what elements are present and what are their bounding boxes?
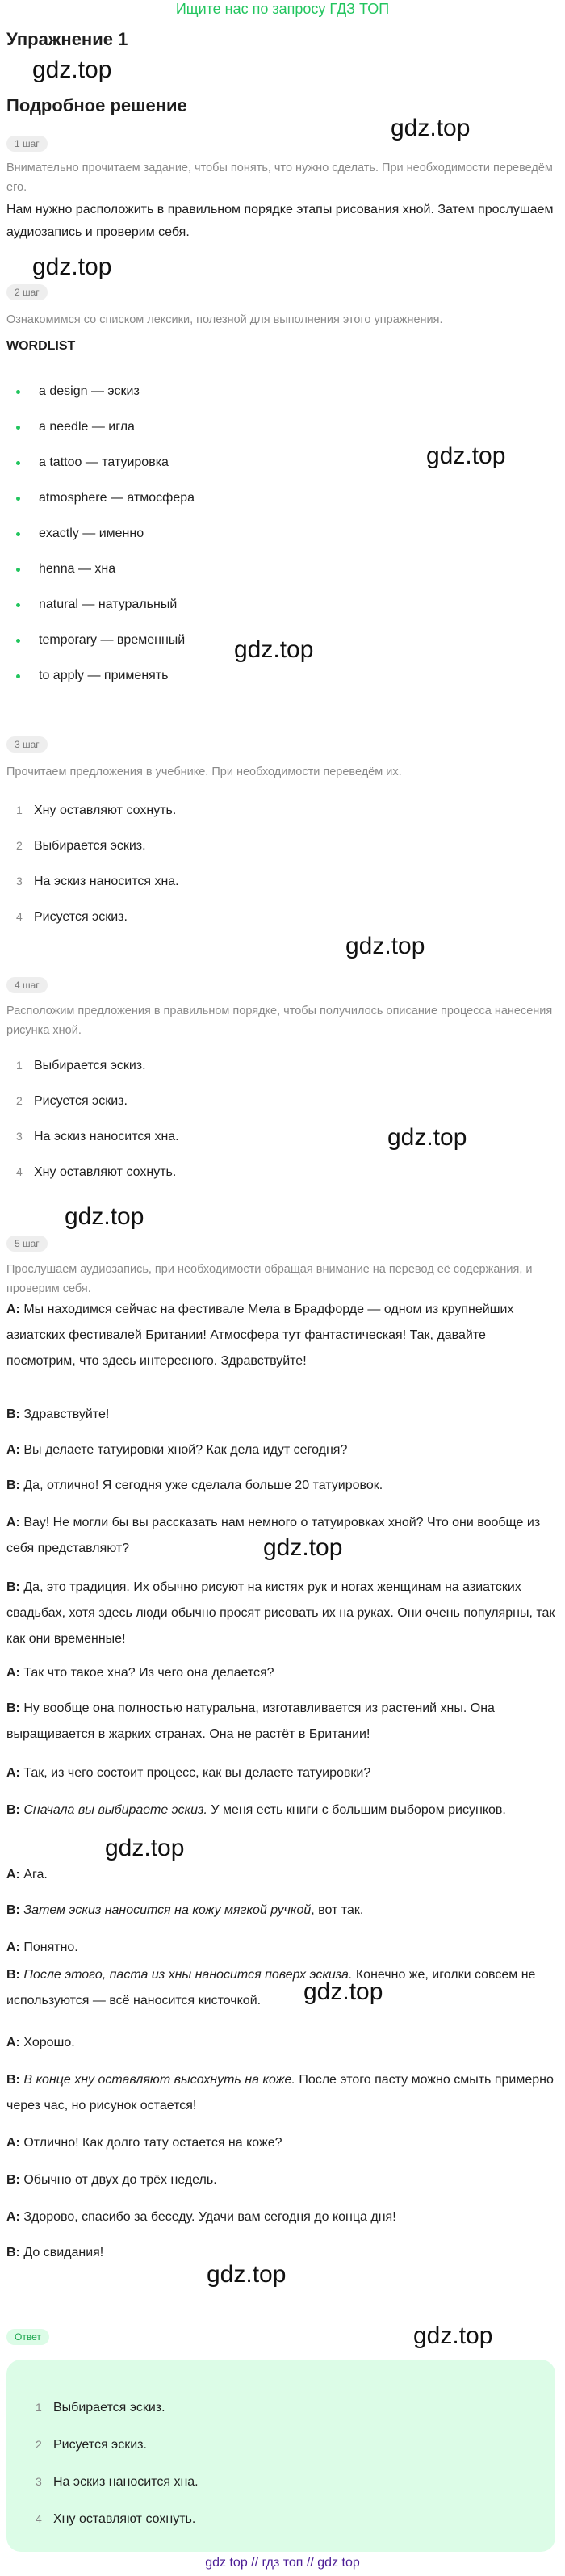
dialogue-line: A: Мы находимся сейчас на фестивале Мела в Брадфорде — одном из крупнейших азиатских фестивалей Британии! Атмосфера тут фантастическая! Так, давайте посмотрим, что здесь интересного. Здравствуйте! <box>6 1303 514 1368</box>
watermark: gdz.top <box>413 2322 493 2349</box>
answer-badge: Ответ <box>6 2329 49 2345</box>
watermark: gdz.top <box>303 1978 383 2005</box>
footer-separator: // <box>251 2556 259 2570</box>
step-badge: 5 шаг <box>6 1236 48 1252</box>
footer-link[interactable]: гдз топ <box>262 2556 303 2570</box>
watermark: gdz.top <box>345 933 425 959</box>
footer-link[interactable]: gdz top <box>317 2556 360 2570</box>
dialogue-line: A: Вау! Не могли бы вы рассказать нам немного о татуировках хной? Что они вообще из себя представляют? <box>6 1516 541 1555</box>
answer-item: 4 Хну оставляют сохнуть. <box>36 2512 196 2526</box>
step-hint: Ознакомимся со списком лексики, полезной для выполнения этого упражнения. <box>6 313 443 326</box>
exercise-title: Упражнение 1 <box>6 29 128 49</box>
wordlist-label: WORDLIST <box>6 339 76 353</box>
list-item: 3 На эскиз наносится хна. <box>16 1130 179 1143</box>
dialogue-line: A: Хорошо. <box>6 2036 75 2049</box>
step-hint: Внимательно прочитаем задание, чтобы понять, что нужно сделать. При необходимости переведём его. <box>6 162 553 194</box>
watermark: gdz.top <box>234 636 314 663</box>
search-hint-link[interactable]: Ищите нас по запросу ГДЗ ТОП <box>175 1 390 17</box>
dialogue-line: B: Ну вообще она полностью натуральна, изготавливается из растений хны. Она выращивается в жарких странах. Она не растёт в Британии! <box>6 1701 495 1741</box>
answer-item: 1 Выбирается эскиз. <box>36 2401 165 2414</box>
dialogue-line: A: Отлично! Как долго тату остается на коже? <box>6 2136 282 2150</box>
watermark: gdz.top <box>65 1203 144 1230</box>
step-badge: 4 шаг <box>6 977 48 993</box>
watermark: gdz.top <box>105 1835 185 1861</box>
solution-subtitle: Подробное решение <box>6 95 187 115</box>
dialogue-line: A: Так что такое хна? Из чего она делается? <box>6 1666 274 1680</box>
step-text: Нам нужно расположить в правильном порядке этапы рисования хной. Затем прослушаем аудиозапись и проверим себя. <box>6 203 554 239</box>
watermark: gdz.top <box>387 1124 467 1151</box>
watermark: gdz.top <box>391 115 471 141</box>
footer-link[interactable]: gdz top <box>205 2556 248 2570</box>
dialogue-line: B: Здравствуйте! <box>6 1408 110 1421</box>
footer-separator: // <box>306 2556 314 2570</box>
step-hint: Прочитаем предложения в учебнике. При необходимости переведём их. <box>6 766 402 778</box>
dialogue-line: A: Вы делаете татуировки хной? Как дела идут сегодня? <box>6 1443 348 1457</box>
dialogue-line: B: До свидания! <box>6 2246 104 2259</box>
dialogue-line: B: После этого, паста из хны наносится поверх эскиза. Конечно же, иголки совсем не используются — всё наносится кисточкой. <box>6 1968 536 2008</box>
step-badge: 2 шаг <box>6 284 48 300</box>
watermark: gdz.top <box>207 2261 287 2288</box>
dialogue-line: A: Понятно. <box>6 1940 78 1954</box>
step-hint: Расположим предложения в правильном порядке, чтобы получилось описание процесса нанесения рисунка хной. <box>6 1005 553 1037</box>
dialogue-line: B: Затем эскиз наносится на кожу мягкой ручкой, вот так. <box>6 1903 364 1917</box>
list-item: 2 Рисуется эскиз. <box>16 1094 128 1108</box>
list-item: 4 Хну оставляют сохнуть. <box>16 1165 177 1179</box>
answer-item: 2 Рисуется эскиз. <box>36 2438 147 2452</box>
watermark: gdz.top <box>32 254 112 280</box>
watermark: gdz.top <box>32 57 112 83</box>
dialogue-line: B: В конце хну оставляют высохнуть на коже. После этого пасту можно смыть примерно через час, но рисунок остается! <box>6 2073 554 2112</box>
step-hint: Прослушаем аудиозапись, при необходимости обращая внимание на перевод её содержания, и проверим себя. <box>6 1263 533 1295</box>
list-item: 3 На эскиз наносится хна. <box>16 875 179 888</box>
step-badge: 3 шаг <box>6 736 48 753</box>
dialogue-line: B: Да, это традиция. Их обычно рисуют на кистях рук и ногах женщинам на азиатских свадьбах, хотя здесь люди обычно просят рисовать их на руках. Они очень популярны, так как они временные! <box>6 1580 555 1646</box>
footer-links <box>0 2556 565 2570</box>
watermark: gdz.top <box>426 443 506 469</box>
list-item: 2 Выбирается эскиз. <box>16 839 146 853</box>
dialogue-line: A: Ага. <box>6 1868 48 1882</box>
list-item: 1 Хну оставляют сохнуть. <box>16 803 177 817</box>
watermark: gdz.top <box>263 1534 343 1561</box>
dialogue-line: A: Здорово, спасибо за беседу. Удачи вам сегодня до конца дня! <box>6 2210 396 2224</box>
list-item: 1 Выбирается эскиз. <box>16 1059 146 1072</box>
dialogue-line: A: Так, из чего состоит процесс, как вы делаете татуировки? <box>6 1766 371 1780</box>
dialogue-line: B: Да, отлично! Я сегодня уже сделала больше 20 татуировок. <box>6 1479 383 1492</box>
list-item: 4 Рисуется эскиз. <box>16 910 128 924</box>
step-badge: 1 шаг <box>6 136 48 152</box>
dialogue-line: B: Сначала вы выбираете эскиз. У меня есть книги с большим выбором рисунков. <box>6 1803 506 1817</box>
answer-item: 3 На эскиз наносится хна. <box>36 2475 199 2489</box>
dialogue-line: B: Обычно от двух до трёх недель. <box>6 2173 217 2187</box>
